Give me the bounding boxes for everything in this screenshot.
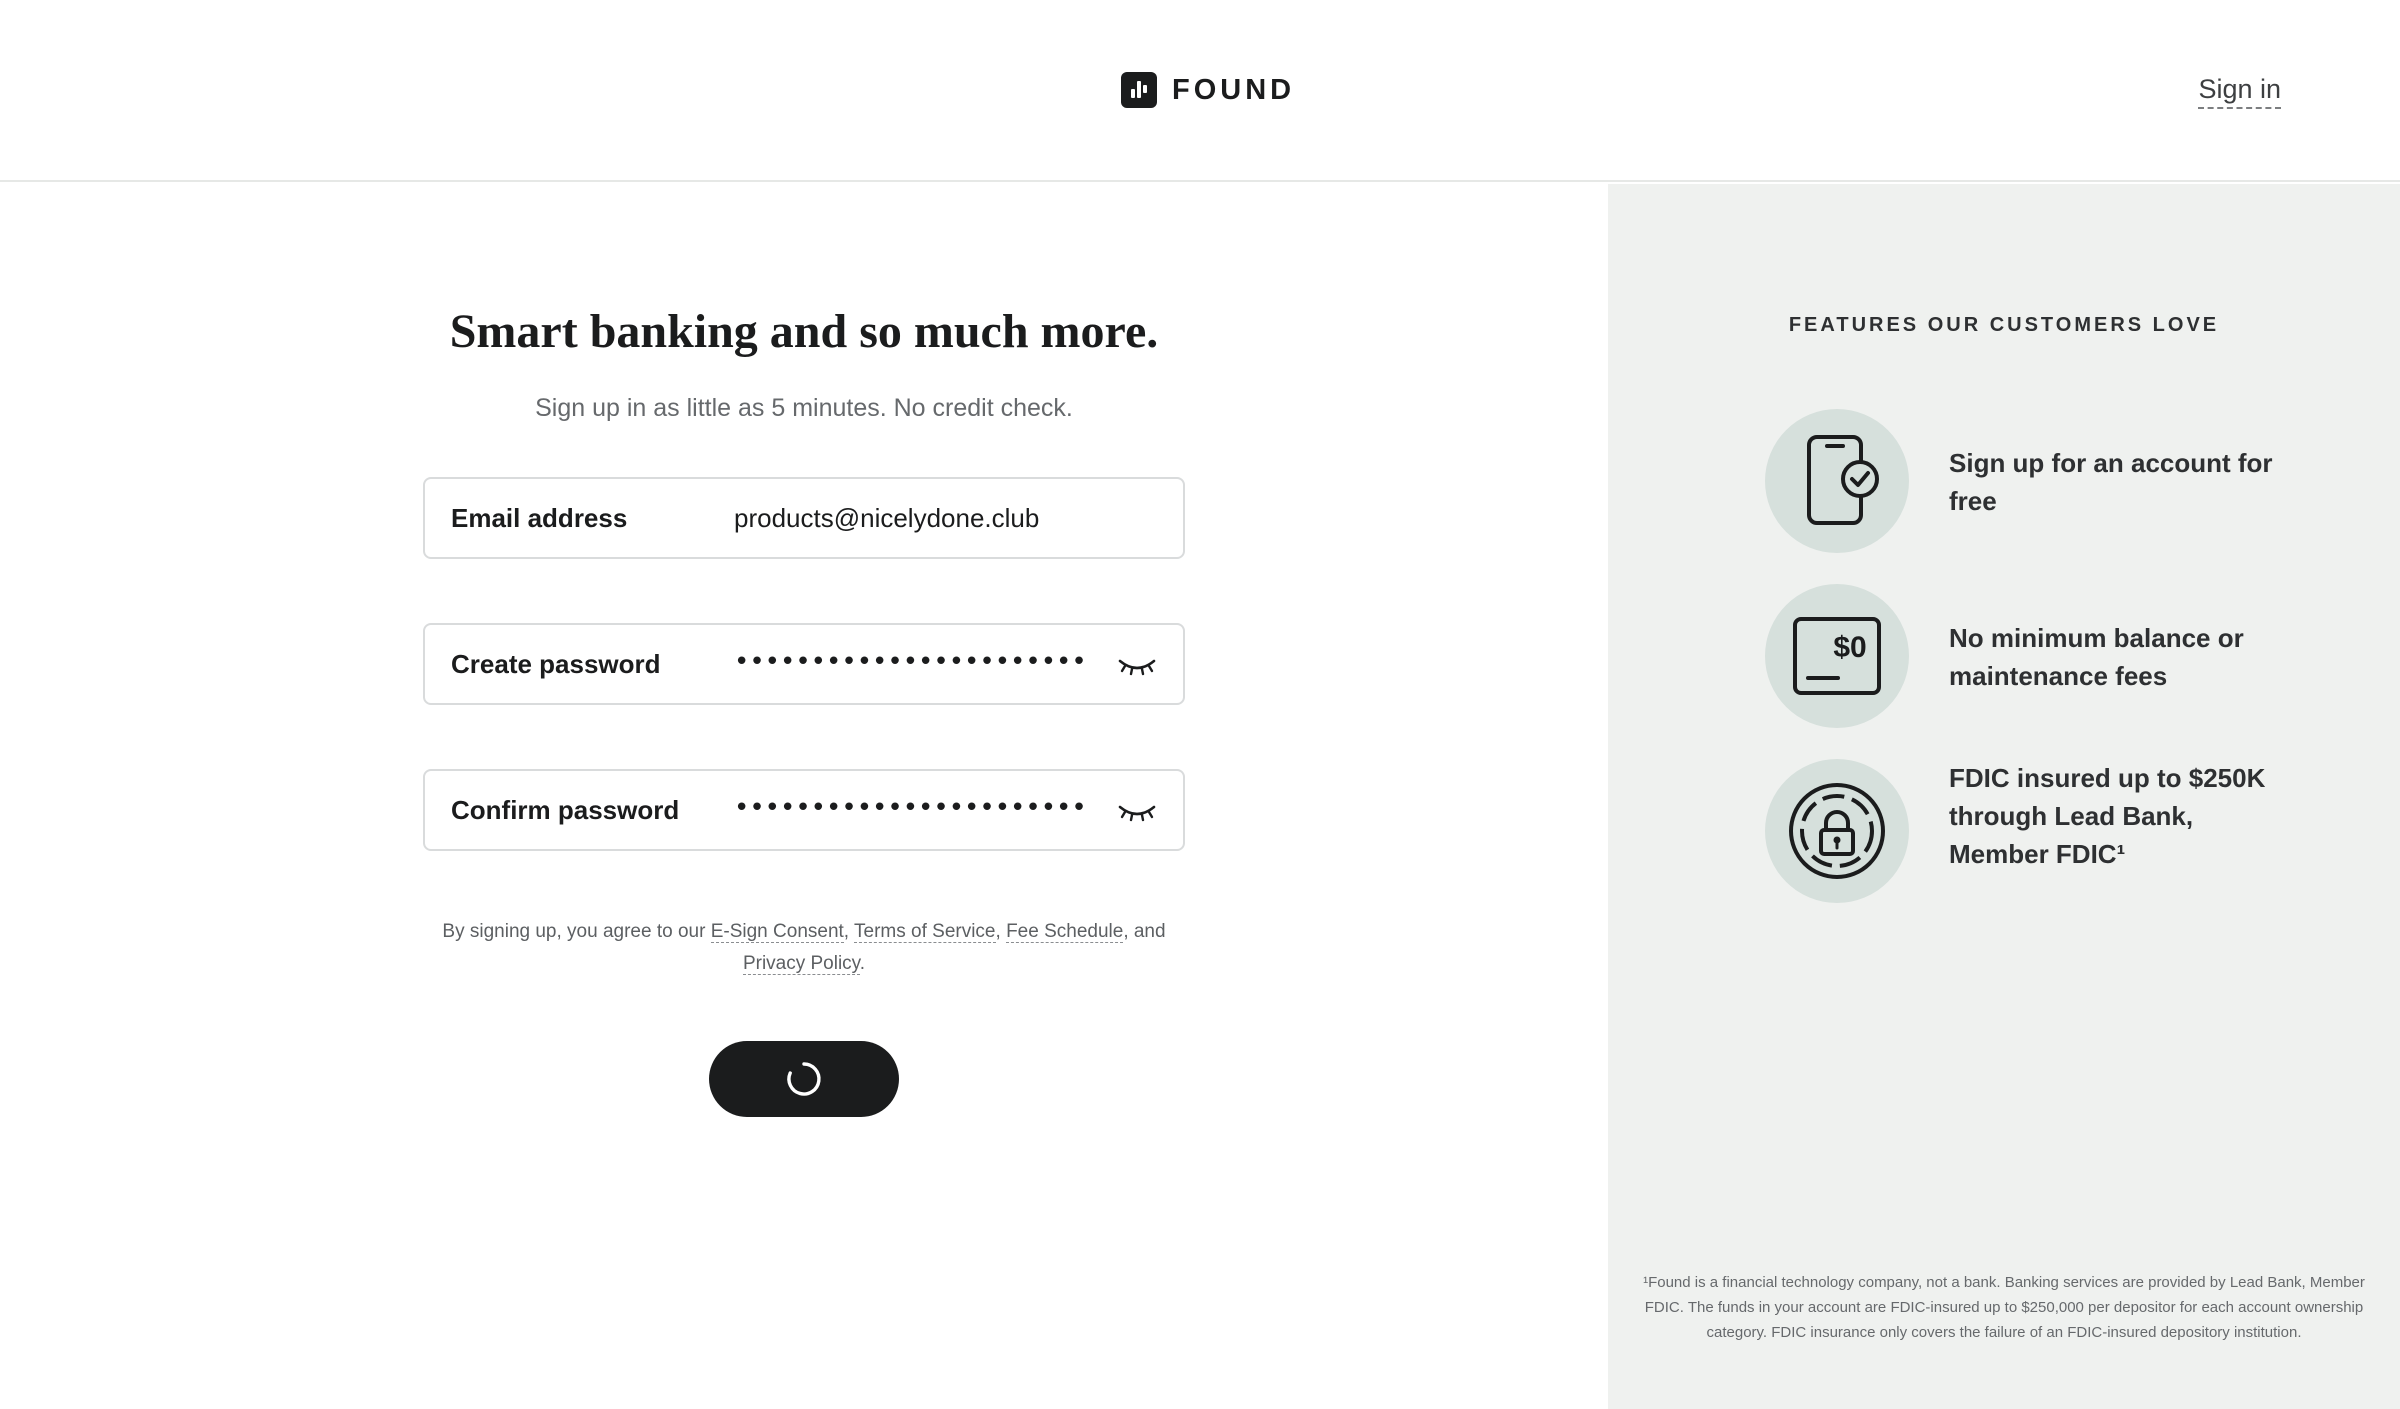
brand-name: FOUND — [1172, 73, 1296, 106]
feature-text: Sign up for an account for free — [1949, 448, 2273, 516]
email-field[interactable] — [423, 477, 1185, 559]
lock-shield-icon — [1787, 781, 1887, 881]
phone-check-icon — [1792, 433, 1882, 529]
feature-icon-circle — [1765, 584, 1909, 728]
privacy-policy-link[interactable]: Privacy Policy — [742, 953, 860, 974]
terms-of-service-link[interactable]: Terms of Service — [854, 921, 996, 942]
feature-item — [1765, 409, 2325, 553]
terms-and: , and — [1123, 921, 1166, 942]
create-password-label: Create password — [451, 648, 661, 679]
confirm-password-field[interactable] — [423, 769, 1185, 851]
feature-text: No minimum balance or maintenance fees — [1949, 623, 2244, 691]
confirm-password-input[interactable]: ••••••••••••••••••••••• — [734, 793, 1087, 823]
confirm-password-label: Confirm password — [451, 794, 680, 825]
page-subtitle: Sign up in as little as 5 minutes. No credit check. — [535, 394, 1073, 422]
sign-up-button[interactable] — [709, 1041, 899, 1117]
signup-panel — [0, 184, 1608, 1409]
terms-prefix: By signing up, you agree to our — [442, 921, 711, 942]
email-input[interactable] — [734, 503, 1114, 534]
fee-schedule-link[interactable]: Fee Schedule — [1006, 921, 1124, 942]
terms-separator: , — [995, 921, 1007, 942]
top-header — [0, 0, 2400, 182]
terms-notice — [423, 916, 1185, 980]
logo-mark-icon — [1121, 72, 1157, 108]
create-password-input[interactable]: ••••••••••••••••••••••• — [734, 647, 1087, 677]
feature-text: FDIC insured up to $250K through Lead Bank, Member FDIC¹ — [1949, 763, 2266, 869]
terms-separator: , — [843, 921, 855, 942]
email-label: Email address — [451, 502, 628, 533]
feature-item — [1765, 584, 2325, 728]
features-panel — [1608, 184, 2400, 1409]
zero-dollar-text: $0 — [1833, 631, 1867, 664]
esign-consent-link[interactable]: E-Sign Consent — [710, 921, 844, 942]
sign-in-link[interactable]: Sign in — [2198, 74, 2281, 109]
eye-closed-icon[interactable] — [1117, 799, 1157, 823]
loading-spinner-icon — [784, 1059, 824, 1099]
create-password-field[interactable] — [423, 623, 1185, 705]
feature-item — [1765, 759, 2325, 903]
disclaimer-footnote: ¹Found is a financial technology company, not a bank. Banking services are provided by Lead Bank, Member FDIC. The funds in your account are FDIC-insured up to $250,000 per depositor for each account ownership category. FDIC insurance only covers the failure of an FDIC-insured depository institution. — [1643, 1274, 2365, 1341]
page-title: Smart banking and so much more. — [449, 305, 1159, 358]
found-logo[interactable] — [1121, 72, 1295, 108]
features-heading: FEATURES OUR CUSTOMERS LOVE — [1788, 314, 2220, 336]
feature-icon-circle — [1765, 409, 1909, 553]
zero-dollar-icon — [1790, 614, 1884, 698]
eye-closed-icon[interactable] — [1117, 653, 1157, 677]
feature-icon-circle — [1765, 759, 1909, 903]
terms-end: . — [859, 953, 866, 974]
